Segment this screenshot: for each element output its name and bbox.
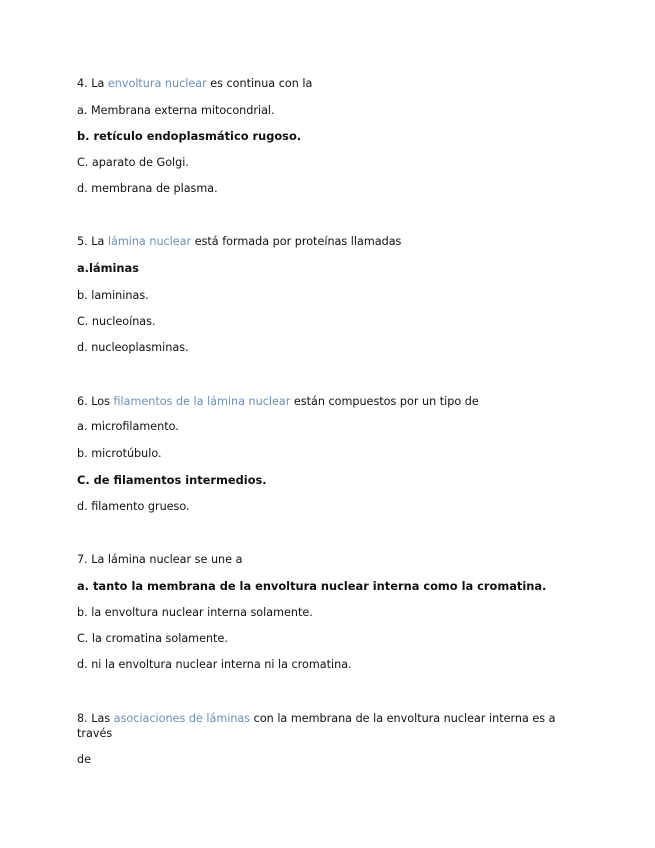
option-a-correct: a.láminas bbox=[77, 261, 139, 275]
option-a: a. Membrana externa mitocondrial. bbox=[77, 104, 275, 117]
question-text: es continua con la bbox=[206, 77, 313, 90]
question-text: 4. La bbox=[77, 77, 108, 90]
question-6 bbox=[77, 394, 479, 409]
option-a-correct: a. tanto la membrana de la envoltura nuclear interna como la cromatina. bbox=[77, 579, 547, 593]
question-text: con la membrana de la envoltura nuclear interna es a través bbox=[77, 712, 556, 740]
glossary-link[interactable]: lámina nuclear bbox=[107, 235, 192, 248]
option-b: b. microtúbulo. bbox=[77, 447, 162, 460]
option-c: C. la cromatina solamente. bbox=[77, 632, 228, 645]
option-d: d. nucleoplasminas. bbox=[77, 341, 189, 354]
option-b: b. lamininas. bbox=[77, 289, 149, 302]
question-text: está formada por proteínas llamadas bbox=[191, 235, 402, 248]
option-d: d. ni la envoltura nuclear interna ni la cromatina. bbox=[77, 658, 352, 671]
option-a: a. microfilamento. bbox=[77, 420, 179, 433]
question-text: 5. La bbox=[77, 235, 108, 248]
option-c-correct: C. de filamentos intermedios. bbox=[77, 473, 267, 487]
question-7: 7. La lámina nuclear se une a bbox=[77, 553, 243, 566]
option-b-correct: b. retículo endoplasmático rugoso. bbox=[77, 129, 302, 143]
option-b: b. la envoltura nuclear interna solamente. bbox=[77, 606, 313, 619]
glossary-link[interactable]: envoltura nuclear bbox=[107, 77, 207, 90]
question-5 bbox=[77, 234, 401, 249]
option-c: C. aparato de Golgi. bbox=[77, 156, 189, 169]
option-c: C. nucleoínas. bbox=[77, 315, 156, 328]
glossary-link[interactable]: asociaciones de láminas bbox=[113, 712, 251, 725]
question-text: están compuestos por un tipo de bbox=[290, 395, 479, 408]
question-text: 8. Las bbox=[77, 712, 114, 725]
question-8-continuation: de bbox=[77, 753, 91, 766]
option-d: d. filamento grueso. bbox=[77, 500, 190, 513]
question-text: 6. Los bbox=[77, 395, 114, 408]
question-8 bbox=[77, 711, 577, 741]
glossary-link[interactable]: filamentos de la lámina nuclear bbox=[113, 395, 291, 408]
question-4 bbox=[77, 76, 312, 91]
option-d: d. membrana de plasma. bbox=[77, 182, 218, 195]
